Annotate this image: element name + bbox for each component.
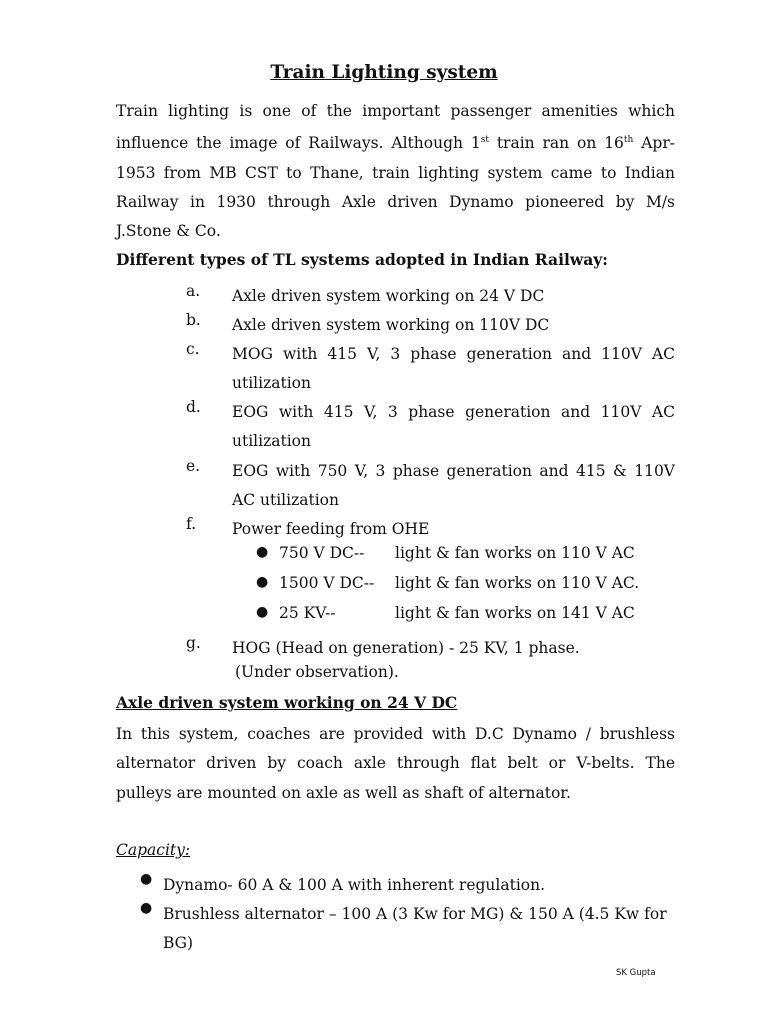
bullet-icon: ●	[256, 604, 269, 620]
bullet-icon: ●	[256, 574, 269, 590]
intro-part-2: train ran on 16	[488, 134, 624, 153]
list-item-letter: g.	[186, 634, 201, 652]
list-item-letter: d.	[186, 398, 201, 416]
list-item-text: EOG with 750 V, 3 phase generation and 415 & 110V AC utilization	[232, 462, 675, 510]
ohe-works: light & fan works on 110 V AC.	[395, 574, 640, 592]
list-item-text: Axle driven system working on 24 V DC	[232, 287, 545, 305]
list-item-letter: a.	[186, 282, 201, 300]
list-item-text: Axle driven system working on 110V DC	[232, 316, 550, 334]
list-item-text: HOG (Head on generation) - 25 KV, 1 phase.	[232, 639, 580, 657]
bullet-icon: ●	[140, 871, 153, 887]
list-item-text: Power feeding from OHE	[232, 520, 430, 538]
ohe-supply: 1500 V DC--	[279, 574, 375, 592]
list-item-text: EOG with 415 V, 3 phase generation and 110V AC utilization	[232, 403, 675, 451]
capacity-item-text: Dynamo- 60 A & 100 A with inherent regulation.	[163, 876, 546, 894]
page-title: Train Lighting system	[270, 62, 498, 83]
ohe-supply: 25 KV--	[279, 604, 336, 622]
section-heading-tl-systems: Different types of TL systems adopted in Indian Railway:	[116, 250, 608, 269]
intro-part-3: Apr-1953 from MB CST to Thane, train lighting system came to Indian Railway in 1930 through Axle driven Dynamo pioneered by M/s J.Stone & Co.	[116, 134, 675, 241]
intro-part-1: Train lighting is one of the important passenger amenities which influence the image of Railways. Although 1	[116, 102, 675, 153]
list-item-text: MOG with 415 V, 3 phase generation and 110V AC utilization	[232, 345, 675, 393]
list-item-letter: f.	[186, 515, 197, 533]
intro-superscript-2: th	[623, 135, 634, 146]
section-heading-axle-24v: Axle driven system working on 24 V DC	[116, 693, 458, 712]
intro-superscript-1: st	[480, 135, 489, 146]
capacity-label: Capacity:	[116, 841, 191, 859]
list-item-letter: c.	[186, 340, 200, 358]
axle-system-paragraph: In this system, coaches are provided with D.C Dynamo / brushless alternator driven by coach axle through flat belt or V-belts. The pulleys are mounted on axle as well as shaft of alternator.	[116, 725, 675, 802]
ohe-works: light & fan works on 110 V AC	[395, 544, 635, 562]
list-item-letter: e.	[186, 457, 201, 475]
capacity-item-text: Brushless alternator – 100 A (3 Kw for MG) & 150 A (4.5 Kw for BG)	[163, 905, 667, 953]
bullet-icon: ●	[256, 544, 269, 560]
hog-note: (Under observation).	[235, 663, 399, 681]
list-item-letter: b.	[186, 311, 201, 329]
ohe-supply: 750 V DC--	[279, 544, 365, 562]
ohe-works: light & fan works on 141 V AC	[395, 604, 635, 622]
bullet-icon: ●	[140, 900, 153, 916]
intro-paragraph	[116, 97, 675, 247]
footer-author: SK Gupta	[616, 968, 656, 978]
